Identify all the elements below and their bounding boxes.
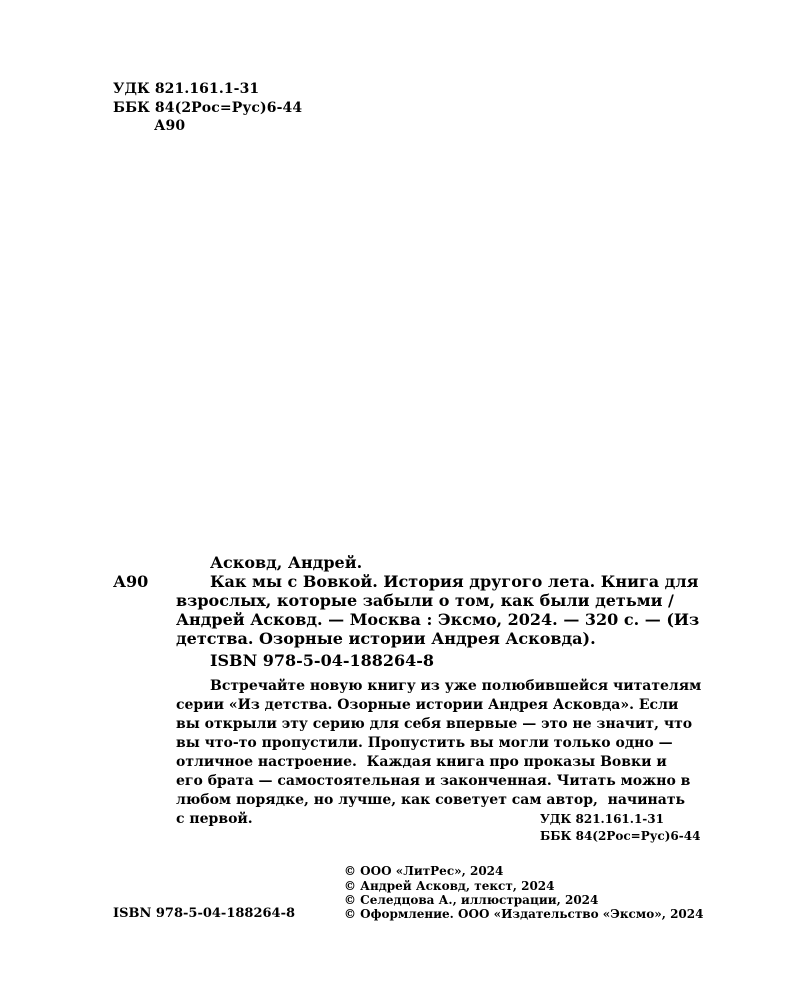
entry-description-line: детства. Озорные истории Андрея Асковда). (176, 629, 596, 648)
entry-description-line: Андрей Асковд. — Москва : Эксмо, 2024. — 320 с. — (Из (176, 610, 700, 629)
annotation-line: вы открыли эту серию для себя впервые — это не значит, что (176, 716, 693, 732)
annotation-line: Встречайте новую книгу из уже полюбившейся читателям (210, 678, 702, 694)
annotation-line: серии «Из детства. Озорные истории Андрея Асковда». Если (176, 697, 679, 713)
entry-isbn: ISBN 978-5-04-188264-8 (210, 651, 435, 670)
header-bbk: ББК 84(2Рос=Рус)6-44 (113, 100, 303, 116)
annotation-line: его брата — самостоятельная и законченная. Читать можно в (176, 773, 691, 789)
annotation-line: отличное настроение. Каждая книга про проказы Вовки и (176, 754, 667, 770)
annotation-line: любом порядке, но лучше, как советует сам автор, начинать (176, 792, 686, 808)
entry-author-code: А90 (113, 572, 149, 591)
copyright-line: © Оформление. ООО «Издательство «Эксмо», 2024 (344, 907, 704, 921)
copyright-line: © Андрей Асковд, текст, 2024 (344, 879, 555, 893)
classification-udk: УДК 821.161.1-31 (540, 812, 664, 826)
entry-description-line: Как мы с Вовкой. История другого лета. Книга для (210, 572, 699, 591)
entry-author: Асковд, Андрей. (210, 553, 363, 572)
annotation-line: с первой. (176, 811, 253, 827)
footer-isbn: ISBN 978-5-04-188264-8 (113, 906, 296, 921)
copyright-line: © ООО «ЛитРес», 2024 (344, 864, 504, 878)
copyright-line: © Селедцова А., иллюстрации, 2024 (344, 893, 599, 907)
header-author-code: А90 (154, 118, 186, 134)
header-udk: УДК 821.161.1-31 (113, 81, 260, 97)
entry-description-line: взрослых, которые забыли о том, как были детьми / (176, 591, 674, 610)
classification-bbk: ББК 84(2Рос=Рус)6-44 (540, 829, 701, 843)
annotation-line: вы что-то пропустили. Пропустить вы могли только одно — (176, 735, 673, 751)
